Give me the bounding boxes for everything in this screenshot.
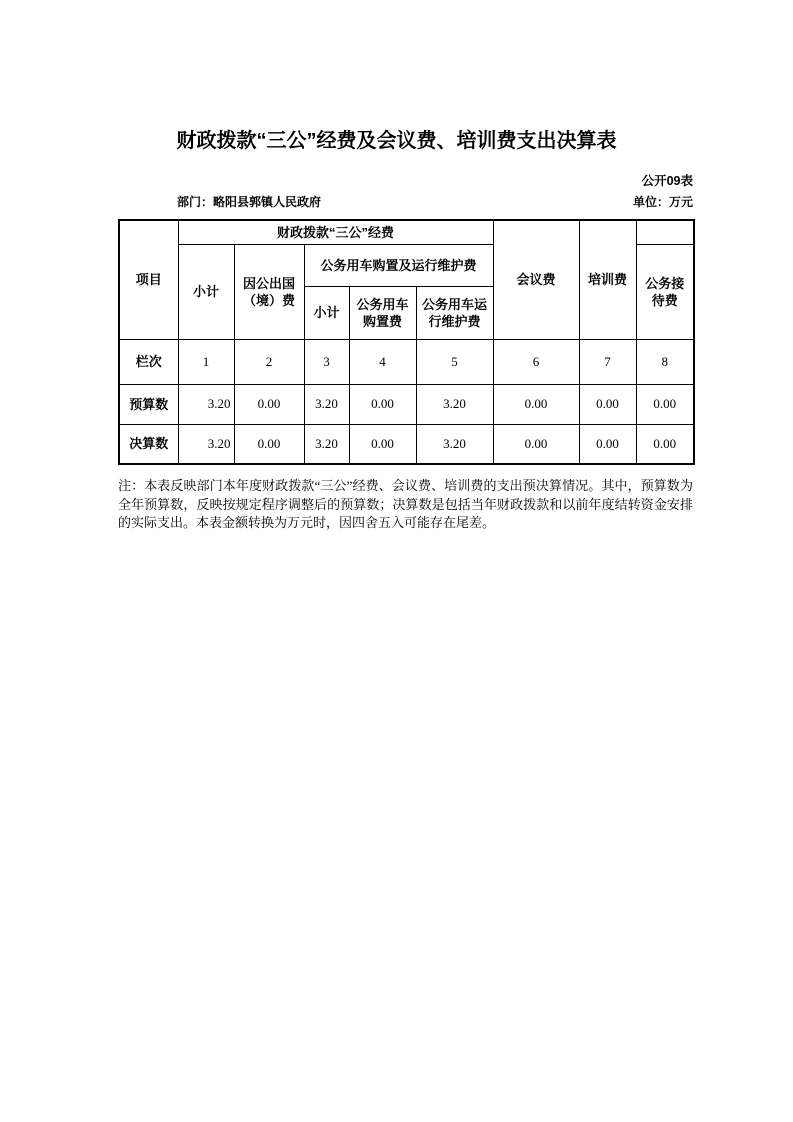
data-cell: 0.00 [234, 424, 304, 464]
data-cell: 3.20 [304, 424, 349, 464]
header-reception-cell: 公务接待费 [636, 244, 694, 339]
meta-row [118, 193, 693, 210]
data-cell: 0.00 [579, 384, 636, 424]
column-index-cell: 6 [493, 339, 579, 384]
row-label-budget: 预算数 [119, 384, 178, 424]
note-text: 注：本表反映部门本年度财政拨款“三公”经费、会议费、培训费的支出预决算情况。其中，预算数为全年预算数，反映按规定程序调整后的预算数；决算数是包括当年财政拨款和以前年度结转资金安排的实际支出。本表金额转换为万元时，因四舍五入可能存在尾差。 [118, 478, 693, 530]
data-cell: 3.20 [178, 384, 234, 424]
data-cell: 0.00 [349, 384, 416, 424]
column-index-cell: 1 [178, 339, 234, 384]
column-index-cell: 3 [304, 339, 349, 384]
data-cell: 3.20 [416, 424, 493, 464]
data-cell: 0.00 [234, 384, 304, 424]
budget-row [119, 384, 694, 424]
header-vehicle-operation-cell: 公务用车运行维护费 [416, 286, 493, 339]
header-vehicle-group-cell: 公务用车购置及运行维护费 [304, 244, 493, 286]
data-cell: 0.00 [493, 424, 579, 464]
data-cell: 0.00 [349, 424, 416, 464]
table-code: 公开09表 [641, 174, 693, 188]
header-sangong-cell: 财政拨款“三公”经费 [178, 220, 493, 244]
data-cell: 0.00 [493, 384, 579, 424]
final-row [119, 424, 694, 464]
data-cell: 0.00 [636, 424, 694, 464]
column-index-cell: 8 [636, 339, 694, 384]
row-label-final: 决算数 [119, 424, 178, 464]
column-index-row [119, 339, 694, 384]
header-vehicle-subtotal-cell: 小计 [304, 286, 349, 339]
header-abroad-cell: 因公出国（境）费 [234, 244, 304, 339]
department-label: 部门：略阳县郭镇人民政府 [177, 195, 322, 209]
data-cell: 3.20 [178, 424, 234, 464]
header-training-cell: 培训费 [579, 220, 636, 339]
header-meeting-cell: 会议费 [493, 220, 579, 339]
data-cell: 3.20 [304, 384, 349, 424]
header-vehicle-purchase-cell: 公务用车购置费 [349, 286, 416, 339]
column-index-cell: 5 [416, 339, 493, 384]
page-title: 财政拨款“三公”经费及会议费、培训费支出决算表 [176, 130, 617, 152]
data-cell: 0.00 [636, 384, 694, 424]
column-index-cell: 4 [349, 339, 416, 384]
data-cell: 0.00 [579, 424, 636, 464]
column-index-cell: 7 [579, 339, 636, 384]
column-index-cell: 2 [234, 339, 304, 384]
header-subtotal-cell: 小计 [178, 244, 234, 339]
header-item-cell: 项目 [119, 220, 178, 339]
data-cell: 3.20 [416, 384, 493, 424]
unit-label: 单位：万元 [632, 195, 693, 209]
budget-table [118, 219, 695, 465]
row-label-column-index: 栏次 [119, 339, 178, 384]
